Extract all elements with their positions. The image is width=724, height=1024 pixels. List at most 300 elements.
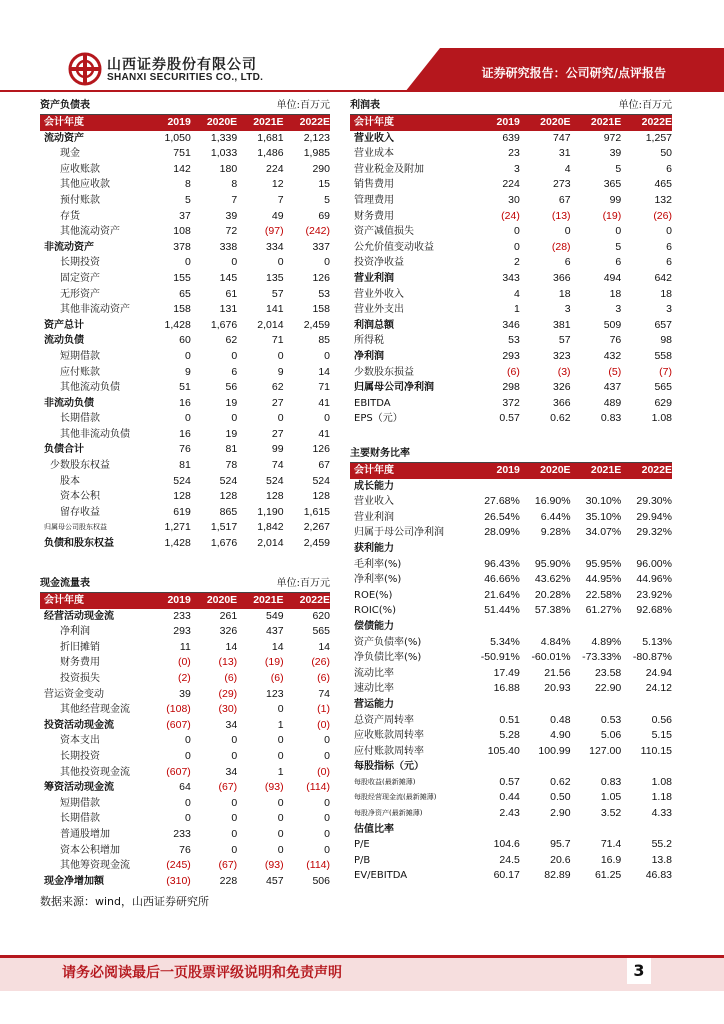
cell-value: 20.93 <box>544 682 571 695</box>
cell-value: 437 <box>266 625 284 638</box>
cell-value: 524 <box>266 474 284 487</box>
cell-value: 657 <box>654 318 672 331</box>
row-label: P/E <box>354 839 370 851</box>
cell-value: (24) <box>501 209 520 222</box>
cell-value: 0 <box>184 796 191 809</box>
table-row <box>40 224 330 240</box>
cell-value: 7 <box>231 193 238 206</box>
cell-value: 0 <box>324 796 330 809</box>
cell-value: 346 <box>502 318 520 331</box>
table-row <box>350 790 672 806</box>
cell-value: 39 <box>609 147 622 160</box>
row-label: 资本公积 <box>60 491 100 503</box>
cell-value: 62 <box>271 381 284 394</box>
cell-value: 53 <box>318 287 330 300</box>
cell-value: 43.62% <box>534 573 571 586</box>
cell-value: 0 <box>277 796 284 809</box>
cell-value: 141 <box>266 303 284 316</box>
cell-value: 4.89% <box>591 635 622 648</box>
cell-value: 15 <box>318 178 330 191</box>
table-row <box>40 811 330 827</box>
cell-value: 1,257 <box>645 131 672 144</box>
cell-value: 60 <box>179 334 191 347</box>
cell-value: 6 <box>666 256 672 269</box>
row-label: 其他经营现金流 <box>60 704 130 716</box>
cell-value: 51.44% <box>484 604 520 617</box>
row-label: 归属于母公司净利润 <box>354 527 444 539</box>
row-label: 管理费用 <box>354 194 394 206</box>
row-label: 应收账款周转率 <box>354 730 424 742</box>
cell-value: (67) <box>218 781 238 794</box>
cell-value: 0 <box>184 734 191 747</box>
cell-value: 28.09% <box>484 526 520 539</box>
cell-value: (7) <box>659 365 672 378</box>
row-label: 其他筹资现金流 <box>60 860 130 872</box>
cell-value: 18 <box>609 287 622 300</box>
row-label: EPS（元） <box>354 413 403 425</box>
cell-value <box>520 697 571 713</box>
cell-value: 524 <box>173 474 191 487</box>
cell-value: 8 <box>184 178 191 191</box>
cell-value: 0 <box>184 256 191 269</box>
balance-sheet-title-row <box>40 98 330 115</box>
cell-value: 19 <box>225 396 238 409</box>
cell-value: 158 <box>173 303 191 316</box>
table-row <box>350 380 672 396</box>
cell-value: 1,615 <box>303 505 330 518</box>
table-header-row <box>40 115 330 131</box>
cell-value: 145 <box>219 271 238 284</box>
cell-value: 1,517 <box>210 521 238 534</box>
cell-value: 620 <box>312 609 330 622</box>
cell-value: 39 <box>225 209 238 222</box>
table-row <box>350 146 672 162</box>
income-title: 利润表 <box>350 100 380 111</box>
row-label: 少数股东权益 <box>50 460 110 472</box>
row-label: 筹资活动现金流 <box>44 782 114 794</box>
cell-value: 0.48 <box>550 713 571 726</box>
cell-value: 95.95% <box>585 557 622 570</box>
column-header-label: 会计年度 <box>350 115 469 131</box>
cell-value: 128 <box>173 490 191 503</box>
table-row <box>40 609 330 625</box>
cell-value: 1.08 <box>651 412 672 425</box>
company-name-en: SHANXI SECURITIES CO., LTD. <box>107 72 264 83</box>
column-header-label: 会计年度 <box>40 115 144 131</box>
cell-value: 26.54% <box>484 510 520 523</box>
cell-value: 524 <box>219 474 238 487</box>
cell-value: 0.51 <box>499 713 520 726</box>
cell-value: 14 <box>318 365 330 378</box>
cell-value: 71 <box>318 381 330 394</box>
cell-value: (26) <box>311 656 330 669</box>
cell-value: 108 <box>173 225 191 238</box>
cell-value: 509 <box>603 318 622 331</box>
company-name-cn: 山西证券股份有限公司 <box>107 57 257 73</box>
cell-value: 224 <box>502 178 520 191</box>
cell-value: 60.17 <box>493 869 520 882</box>
balance-sheet-unit: 单位:百万元 <box>276 100 330 111</box>
cell-value: 2,014 <box>257 537 284 550</box>
cell-value: 233 <box>173 609 191 622</box>
cell-value: (6) <box>270 671 284 684</box>
cell-value: 2,459 <box>303 318 330 331</box>
row-label: 每股经营现金流(最新摊薄) <box>354 793 437 802</box>
cell-value: 2,123 <box>303 131 330 144</box>
cell-value: 0 <box>231 412 238 425</box>
cell-value: (1) <box>317 703 330 716</box>
cell-value: 16.90% <box>534 495 571 508</box>
row-label: 营业成本 <box>354 148 394 160</box>
table-row <box>40 162 330 178</box>
cell-value: 337 <box>312 240 330 253</box>
cell-value: 0.62 <box>550 775 571 788</box>
cell-value <box>621 541 672 557</box>
table-row <box>350 318 672 334</box>
cell-value: 437 <box>603 381 622 394</box>
cell-value: 0 <box>324 734 330 747</box>
cell-value: -50.91% <box>480 651 520 664</box>
cell-value: 0 <box>277 827 284 840</box>
row-label: 资产负债率(%) <box>354 636 422 648</box>
cell-value: 747 <box>553 131 571 144</box>
cell-value: 62 <box>225 334 238 347</box>
cell-value: 180 <box>219 162 238 175</box>
table-row <box>40 474 330 490</box>
cell-value: 98 <box>660 334 672 347</box>
cell-value: (6) <box>507 365 520 378</box>
cell-value: 558 <box>654 349 672 362</box>
table-row <box>40 240 330 256</box>
row-label: 应收账款 <box>60 163 100 175</box>
cell-value: 639 <box>502 131 520 144</box>
cell-value: 5 <box>324 193 330 206</box>
cell-value <box>469 479 520 495</box>
row-label: 公允价值变动收益 <box>354 241 434 253</box>
cell-value: 61.25 <box>594 869 622 882</box>
column-header: 2021E <box>571 463 622 479</box>
cell-value: 0 <box>277 734 284 747</box>
table-row <box>40 843 330 859</box>
cell-value: (19) <box>602 209 622 222</box>
cell-value: 135 <box>266 271 284 284</box>
table-row <box>350 287 672 303</box>
cell-value <box>469 619 520 635</box>
cell-value: 0.57 <box>499 412 520 425</box>
table-row <box>40 520 330 536</box>
table-row <box>350 868 672 884</box>
cell-value: (245) <box>166 859 191 872</box>
cell-value: 142 <box>173 162 191 175</box>
cell-value: 323 <box>553 349 571 362</box>
cashflow-table <box>40 593 330 889</box>
cell-value: (607) <box>166 765 191 778</box>
cell-value: 21.64% <box>484 588 520 601</box>
table-row <box>40 302 330 318</box>
cell-value: (114) <box>306 781 330 794</box>
row-label: 投资活动现金流 <box>44 719 114 731</box>
cell-value: 14 <box>271 640 284 653</box>
cell-value: 92.68% <box>636 604 672 617</box>
table-row <box>40 365 330 381</box>
page-number: 3 <box>627 958 651 984</box>
cell-value <box>621 822 672 838</box>
footer-disclaimer: 请务必阅读最后一页股票评级说明和免责声明 <box>62 965 342 981</box>
cell-value: 18 <box>558 287 571 300</box>
cell-value: 1,428 <box>164 318 191 331</box>
table-row <box>350 744 672 760</box>
cell-value: 50 <box>660 147 672 160</box>
cell-value: 0 <box>277 703 284 716</box>
cell-value: 16 <box>179 396 191 409</box>
cell-value: 2,014 <box>257 318 284 331</box>
cell-value: 71 <box>271 334 284 347</box>
table-row <box>40 655 330 671</box>
cell-value: 0.57 <box>499 775 520 788</box>
row-label: 归属母公司股东权益 <box>44 523 107 532</box>
row-label: 存货 <box>60 210 80 222</box>
cell-value: 506 <box>312 874 330 887</box>
cell-value: 16 <box>179 427 191 440</box>
table-row <box>40 733 330 749</box>
row-label: 流动比率 <box>354 667 394 679</box>
cell-value: 326 <box>553 381 571 394</box>
row-label: 资产减值损失 <box>354 226 414 238</box>
cell-value <box>571 759 622 775</box>
row-label: 营业收入 <box>354 132 394 144</box>
cell-value <box>571 697 622 713</box>
table-row <box>40 193 330 209</box>
row-label: 所得税 <box>354 335 384 347</box>
cell-value: 565 <box>312 625 330 638</box>
cell-value: 34 <box>225 718 238 731</box>
table-row <box>350 681 672 697</box>
row-label: 资本公积增加 <box>60 844 120 856</box>
row-label: 营运能力 <box>354 698 394 710</box>
table-row <box>40 749 330 765</box>
row-label: 非流动资产 <box>44 241 94 253</box>
cell-value: 128 <box>219 490 238 503</box>
table-row <box>40 827 330 843</box>
cashflow-panel <box>40 576 330 889</box>
cell-value: 1,339 <box>210 131 238 144</box>
cell-value: 334 <box>266 240 284 253</box>
cell-value: 21.56 <box>544 666 571 679</box>
table-row <box>40 765 330 781</box>
cell-value: 0 <box>277 349 284 362</box>
cell-value: 432 <box>603 349 622 362</box>
cell-value: -80.87% <box>632 651 672 664</box>
table-row <box>350 479 672 495</box>
cell-value: 0 <box>324 843 330 856</box>
cell-value: 78 <box>225 459 238 472</box>
row-label: 归属母公司净利润 <box>354 382 434 394</box>
cell-value: 18 <box>660 287 672 300</box>
cell-value: 16.9 <box>600 853 622 866</box>
income-unit: 单位:百万元 <box>618 100 672 111</box>
row-label: 股本 <box>60 475 80 487</box>
cell-value: 5.06 <box>600 729 622 742</box>
cell-value: 74 <box>271 459 284 472</box>
row-label: 应付账款周转率 <box>354 745 424 757</box>
cell-value: 6 <box>615 256 622 269</box>
cell-value: 41 <box>318 427 330 440</box>
cell-value: 1,985 <box>303 147 330 160</box>
cell-value: (28) <box>551 240 571 253</box>
cell-value: 3 <box>514 162 520 175</box>
cell-value <box>520 479 571 495</box>
cell-value: 67 <box>558 193 571 206</box>
cell-value: 1.08 <box>651 775 672 788</box>
cell-value: 343 <box>502 271 520 284</box>
table-row <box>350 572 672 588</box>
row-label: 每股指标（元） <box>354 761 424 773</box>
cell-value: 12 <box>271 178 284 191</box>
cell-value: 16.88 <box>493 682 520 695</box>
cell-value: 338 <box>219 240 238 253</box>
cell-value: 0 <box>231 843 238 856</box>
cell-value: 99 <box>609 193 622 206</box>
cell-value: 155 <box>173 271 191 284</box>
cell-value <box>571 541 622 557</box>
cashflow-title: 现金流量表 <box>40 578 90 589</box>
cell-value: 34.07% <box>585 526 622 539</box>
table-header-row <box>350 115 672 131</box>
page-header <box>0 0 724 92</box>
cell-value: 0 <box>324 349 330 362</box>
cell-value: 9.28% <box>540 526 571 539</box>
cell-value: 0 <box>231 734 238 747</box>
cell-value: 158 <box>312 303 330 316</box>
cell-value: 39 <box>179 687 191 700</box>
cell-value <box>520 759 571 775</box>
cell-value: (19) <box>264 656 284 669</box>
cell-value: 105.40 <box>487 744 520 757</box>
cell-value: 1,050 <box>164 131 191 144</box>
cell-value: 126 <box>312 271 330 284</box>
cell-value: 1 <box>277 765 284 778</box>
cell-value: 85 <box>318 334 330 347</box>
cell-value: 11 <box>179 640 191 653</box>
cell-value: 100.99 <box>538 744 571 757</box>
cell-value: 29.32% <box>636 526 672 539</box>
table-row <box>350 365 672 381</box>
cell-value <box>621 759 672 775</box>
cell-value: 4 <box>564 162 571 175</box>
cell-value <box>621 697 672 713</box>
table-row <box>40 427 330 443</box>
row-label: 速动比率 <box>354 683 394 695</box>
table-row <box>350 666 672 682</box>
cell-value: 0 <box>277 749 284 762</box>
table-row <box>40 702 330 718</box>
cell-value: 4.90 <box>550 729 571 742</box>
row-label: 固定资产 <box>60 272 100 284</box>
column-header-label: 会计年度 <box>40 593 144 609</box>
cell-value: 99 <box>271 443 284 456</box>
cell-value: 5 <box>615 162 622 175</box>
table-row <box>40 177 330 193</box>
table-row <box>350 525 672 541</box>
row-label: 净利率(%) <box>354 574 402 586</box>
cell-value: 76 <box>179 443 191 456</box>
cell-value: (93) <box>264 859 284 872</box>
column-header: 2021E <box>237 593 283 609</box>
row-label: 普通股增加 <box>60 828 110 840</box>
row-label: 流动负债 <box>44 335 84 347</box>
balance-sheet-panel <box>40 98 330 552</box>
cell-value: 9 <box>184 365 191 378</box>
cell-value: 494 <box>603 271 622 284</box>
row-label: P/B <box>354 854 371 866</box>
cell-value: 0 <box>324 827 330 840</box>
table-row <box>350 635 672 651</box>
cell-value: (310) <box>166 874 191 887</box>
cell-value: 365 <box>603 178 622 191</box>
table-row <box>350 806 672 822</box>
column-header: 2022E <box>621 115 672 131</box>
table-row <box>40 380 330 396</box>
row-label: EBITDA <box>354 397 391 409</box>
table-row <box>40 442 330 458</box>
cell-value: 4.33 <box>651 807 672 820</box>
cell-value: 0 <box>277 256 284 269</box>
table-row <box>350 411 672 427</box>
row-label: 现金 <box>60 148 80 160</box>
row-label: 其他应收款 <box>60 179 110 191</box>
table-row <box>350 224 672 240</box>
table-row <box>350 541 672 557</box>
cell-value: 290 <box>312 162 330 175</box>
cell-value: 8 <box>231 178 238 191</box>
cell-value: 0 <box>666 225 672 238</box>
cell-value: 30.10% <box>585 495 622 508</box>
column-header-label: 会计年度 <box>350 463 469 479</box>
cell-value: 0.44 <box>499 791 520 804</box>
table-row <box>350 728 672 744</box>
cell-value: (26) <box>653 209 672 222</box>
cell-value: 0.83 <box>600 775 622 788</box>
cell-value: 14 <box>318 640 330 653</box>
cell-value: 224 <box>266 162 284 175</box>
cashflow-title-row <box>40 576 330 593</box>
row-label: 负债和股东权益 <box>44 538 114 550</box>
cell-value: 629 <box>654 396 672 409</box>
income-statement-panel <box>350 98 672 427</box>
cell-value <box>469 759 520 775</box>
cell-value: 0.62 <box>550 412 571 425</box>
cell-value: 9 <box>277 365 284 378</box>
cell-value: 27.68% <box>484 495 520 508</box>
cell-value: 0 <box>514 225 520 238</box>
cell-value: 22.58% <box>585 588 622 601</box>
cell-value: 972 <box>603 131 622 144</box>
cell-value: 24.94 <box>645 666 672 679</box>
cell-value: 23.92% <box>636 588 672 601</box>
cell-value <box>621 619 672 635</box>
cell-value: 44.95% <box>585 573 622 586</box>
cell-value: 1,842 <box>257 521 284 534</box>
cell-value: 55.2 <box>651 838 672 851</box>
cashflow-unit: 单位:百万元 <box>276 578 330 589</box>
row-label: 少数股东损益 <box>354 366 414 378</box>
cell-value: 37 <box>179 209 191 222</box>
table-row <box>40 536 330 552</box>
cell-value: 67 <box>318 459 330 472</box>
row-label: 营业收入 <box>354 496 394 508</box>
cell-value: 20.28% <box>534 588 571 601</box>
income-table <box>350 115 672 427</box>
